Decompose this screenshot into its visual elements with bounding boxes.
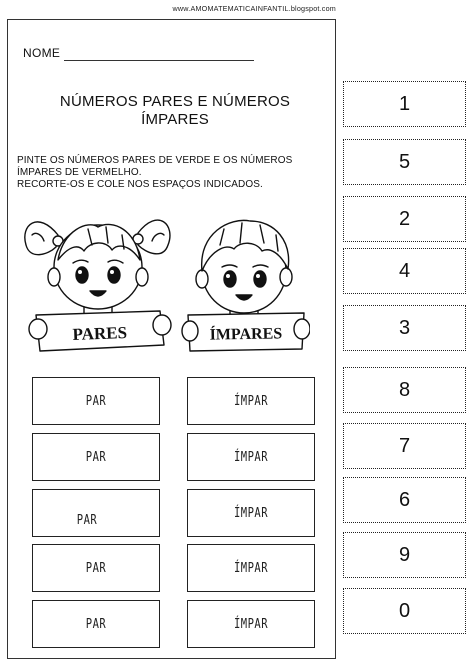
par-box-label: PAR (76, 512, 98, 528)
website-url: www.AMOMATEMATICAINFANTIL.blogspot.com (172, 4, 336, 13)
instruction-line: PINTE OS NÚMEROS PARES DE VERDE E OS NÚMEROS (17, 155, 293, 166)
impar-box-5[interactable] (187, 600, 315, 648)
impar-box-4[interactable] (187, 544, 315, 592)
number-card[interactable]: 5 (343, 139, 466, 185)
name-label: NOME (23, 46, 61, 60)
number-card[interactable]: 0 (343, 588, 466, 634)
impar-box-label: ÍMPAR (233, 393, 269, 409)
number-card[interactable]: 7 (343, 423, 466, 469)
number-card[interactable]: 8 (343, 367, 466, 413)
number-card[interactable]: 9 (343, 532, 466, 578)
par-box-3[interactable] (32, 489, 160, 537)
impar-box-1[interactable] (187, 377, 315, 425)
girl-illustration (18, 205, 178, 355)
number-card[interactable]: 6 (343, 477, 466, 523)
number-card[interactable]: 2 (343, 196, 466, 242)
par-box-5[interactable] (32, 600, 160, 648)
par-box-label: PAR (85, 616, 107, 632)
number-card[interactable]: 3 (343, 305, 466, 351)
impar-box-label: ÍMPAR (233, 505, 269, 521)
impar-box-label: ÍMPAR (233, 616, 269, 632)
number-card[interactable]: 4 (343, 248, 466, 294)
par-box-4[interactable] (32, 544, 160, 592)
par-box-1[interactable] (32, 377, 160, 425)
impar-box-label: ÍMPAR (233, 560, 269, 576)
name-field-line[interactable] (64, 60, 254, 61)
boy-illustration (180, 213, 310, 355)
number-card[interactable]: 1 (343, 81, 466, 127)
par-box-label: PAR (85, 393, 107, 409)
impar-box-label: ÍMPAR (233, 449, 269, 465)
instruction-line: RECORTE-OS E COLE NOS ESPAÇOS INDICADOS. (17, 179, 263, 190)
impar-box-3[interactable] (187, 489, 315, 537)
par-box-label: PAR (85, 449, 107, 465)
impar-box-2[interactable] (187, 433, 315, 481)
worksheet-title: NÚMEROS PARES E NÚMEROS ÍMPARES (59, 93, 291, 128)
instruction-line: ÍMPARES DE VERMELHO. (17, 167, 142, 178)
sign-pares-text: PARES (72, 323, 128, 344)
par-box-label: PAR (85, 560, 107, 576)
sign-impares-text: ÍMPARES (209, 325, 283, 344)
instructions (17, 155, 329, 191)
par-box-2[interactable] (32, 433, 160, 481)
